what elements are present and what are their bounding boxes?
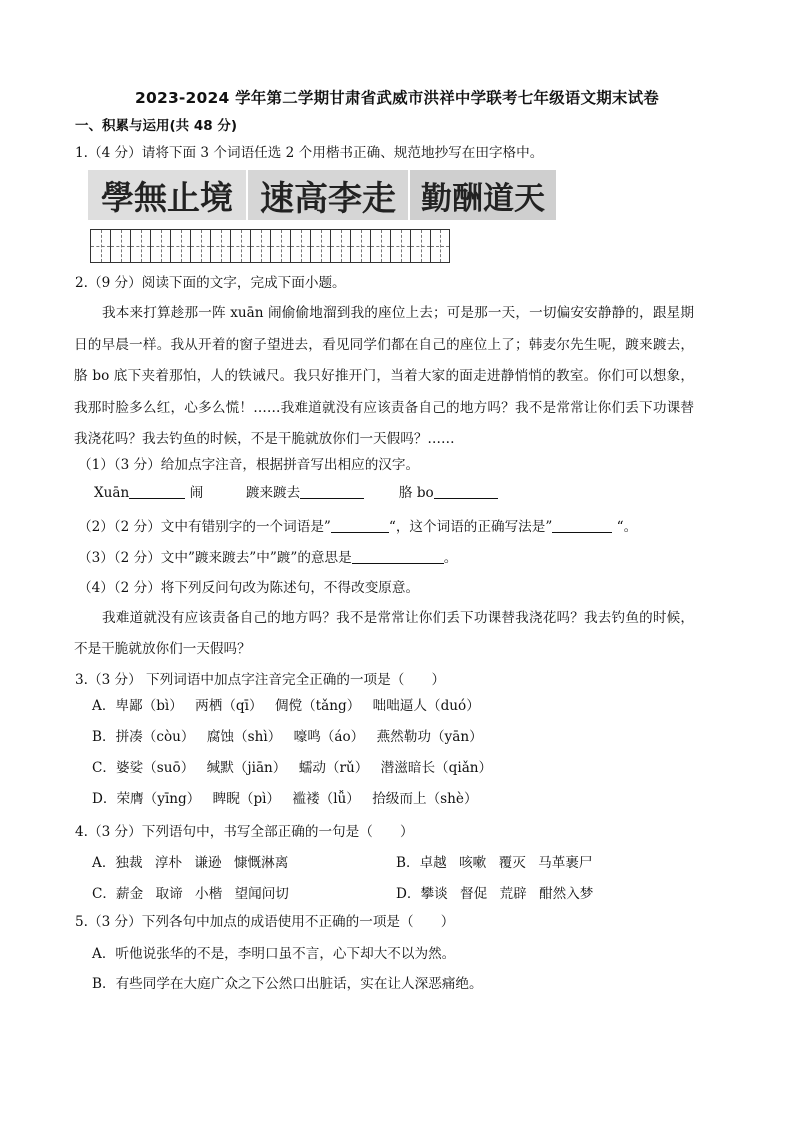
grid-cell[interactable] [290,229,310,263]
grid-cell[interactable] [390,229,410,263]
grid-cell[interactable] [210,229,230,263]
question-4: 4.（3 分）下列语句中，书写全部正确的一句是（ ） [75,824,414,840]
q5-option-b[interactable]: B．有些同学在大庭广众之下公然口出脏话，实在让人深恶痛绝。 [92,976,483,992]
grid-cell[interactable] [310,229,330,263]
calligraphy-sample-3: 勤酬道天 [410,170,556,220]
grid-cell[interactable] [90,229,110,263]
grid-cell[interactable] [250,229,270,263]
answer-blank[interactable] [129,484,185,499]
answer-blank[interactable] [300,484,364,499]
pinyin-xuan: Xuān [94,485,130,501]
q4-option-d[interactable]: D．攀谈 督促 荒辟 酣然入梦 [396,886,594,902]
reading-passage: 我本来打算趁那一阵 xuān 闹偷偷地溜到我的座位上去；可是那一天，一切偏安安静静的，跟星期日的早晨一样。我从开着的窗子望进去，看见同学们都在自己的座位上了；韩麦尔先生呢，踱来踱去，胳 bo 底下夹着那怕，人的铁诫尺。我只好推开门，当着大家的面走进静悄悄的教室。你们可以想象，我那时脸多么红，心多么慌！……我难道就没有应该责备自己的地方吗？我不是常常让你们丢下功课替我浇花吗？我去钓鱼的时候，不是干脆就放你们一天假吗？…… [74,305,694,447]
answer-blank[interactable] [352,549,444,564]
rhetorical-passage: 我难道就没有应该责备自己的地方吗？我不是常常让你们丢下功课替我浇花吗？我去钓鱼的时候，不是干脆就放你们一天假吗？ [74,610,694,657]
question-5: 5.（3 分）下列各句中加点的成语使用不正确的一项是（ ） [75,914,455,930]
question-2-sub4: （4）（2 分）将下列反问句改为陈述句，不得改变原意。 [78,580,420,596]
question-1: 1.（4 分）请将下面 3 个词语任选 2 个用楷书正确、规范地抄写在田字格中。 [75,145,544,161]
q3-option-c[interactable]: C．婆娑（suō） 缄默（jiān） 蠕动（rǔ） 潜滋暗长（qiǎn） [92,760,493,776]
q5-option-a[interactable]: A．听他说张华的不是，李明口虽不言，心下却大不以为然。 [92,946,456,962]
grid-cell[interactable] [350,229,370,263]
q4-option-c[interactable]: C．薪金 取谛 小楷 望闻问切 [92,886,289,902]
word-gebo: 胳 bo [398,485,434,501]
grid-cell[interactable] [370,229,390,263]
grid-cell[interactable] [150,229,170,263]
grid-cell[interactable] [270,229,290,263]
calligraphy-sample-2: 速高李走 [248,170,408,220]
question-3: 3.（3 分） 下列词语中加点字注音完全正确的一项是（ ） [75,672,446,688]
answer-blank[interactable] [552,518,612,533]
section-heading: 一、积累与运用(共 48 分) [75,118,238,134]
grid-cell[interactable] [190,229,210,263]
q3-option-a[interactable]: A．卑鄙（bì） 两栖（qī） 倜傥（tǎng） 咄咄逼人（duó） [92,698,480,714]
grid-cell[interactable] [330,229,350,263]
q4-option-a[interactable]: A．独裁 淳朴 谦逊 慷慨淋离 [92,855,289,871]
grid-cell[interactable] [170,229,190,263]
answer-blank[interactable] [434,484,498,499]
char-nao: 闹 [189,485,204,501]
grid-cell[interactable] [430,229,450,263]
answer-blank[interactable] [331,518,389,533]
question-2-sub1: （1）（3 分）给加点字注音，根据拼音写出相应的汉字。 [78,457,420,473]
q4-option-b[interactable]: B．卓越 咳嗽 覆灭 马革裹尸 [396,855,593,871]
question-2-sub2: （2）（2 分）文中有错别字的一个词语是” “，这个词语的正确写法是” “。 [78,519,638,535]
grid-cell[interactable] [230,229,250,263]
question-2-sub3: （3）（2 分）文中”踱来踱去”中”踱”的意思是 。 [78,550,458,566]
question-2: 2.（9 分）阅读下面的文字，完成下面小题。 [75,275,346,291]
grid-cell[interactable] [410,229,430,263]
word-duolaiduoqu: 踱来踱去 [245,485,301,501]
exam-title: 2023-2024 学年第二学期甘肃省武威市洪祥中学联考七年级语文期末试卷 [134,89,659,107]
calligraphy-sample-1: 學無止境 [88,170,246,220]
q3-option-d[interactable]: D．荣膺（yīng） 睥睨（pì） 褴褛（lǚ） 拾级而上（shè） [92,791,478,807]
tianzi-grid[interactable] [90,229,450,263]
q3-option-b[interactable]: B．拼凑（còu） 腐蚀（shì） 嚎鸣（áo） 燕然勒功（yān） [92,729,483,745]
grid-cell[interactable] [130,229,150,263]
calligraphy-samples [88,170,558,222]
grid-cell[interactable] [110,229,130,263]
question-2-sub1-blanks [94,483,498,503]
